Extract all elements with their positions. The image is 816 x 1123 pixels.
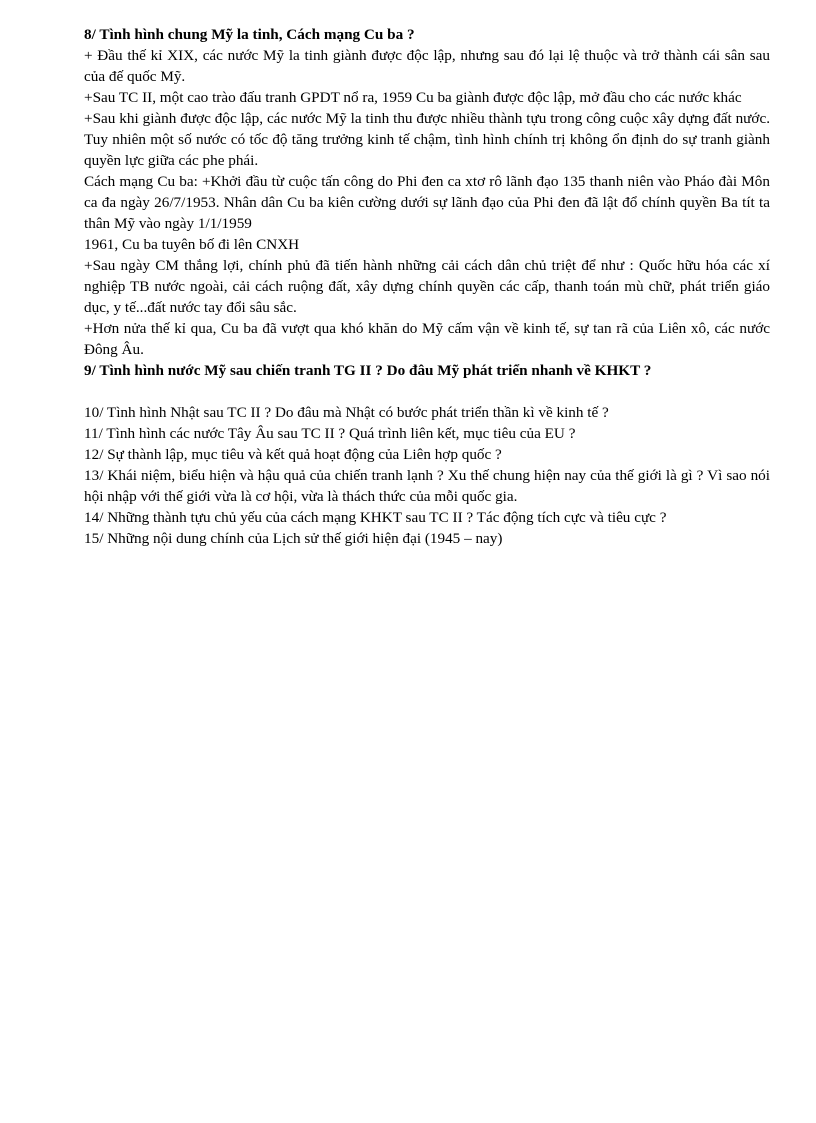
section-9-heading: 9/ Tình hình nước Mỹ sau chiến tranh TG II ? Do đâu Mỹ phát triển nhanh về KHKT ? <box>84 362 652 379</box>
section-8-paragraph: +Sau ngày CM thắng lợi, chính phủ đã tiến hành những cải cách dân chủ triệt để như : Quốc hữu hóa các xí nghiệp TB nước ngoài, cải cách ruộng đất, xây dựng chính quyền các cấp, thanh toán mù chữ, phát triển giáo dục, y tế...đất nước tay đổi sâu sắc. <box>84 257 770 316</box>
document-page <box>84 24 770 549</box>
section-8-heading: 8/ Tình hình chung Mỹ la tinh, Cách mạng Cu ba ? <box>84 26 415 43</box>
section-8-paragraph: +Sau TC II, một cao trào đấu tranh GPDT nổ ra, 1959 Cu ba giành được độc lập, mở đầu cho các nước khác <box>84 89 742 106</box>
section-8-paragraph: +Sau khi giành được độc lập, các nước Mỹ la tinh thu được nhiều thành tựu trong công cuộc xây dựng đất nước. Tuy nhiên một số nước có tốc độ tăng trưởng kinh tế chậm, tình hình chính trị không ổn định do sự tranh giành quyền lực giữa các phe phái. <box>84 110 770 169</box>
question-item: 11/ Tình hình các nước Tây Âu sau TC II ? Quá trình liên kết, mục tiêu của EU ? <box>84 425 576 442</box>
question-item: 12/ Sự thành lập, mục tiêu và kết quả hoạt động của Liên hợp quốc ? <box>84 446 502 463</box>
question-item: 10/ Tình hình Nhật sau TC II ? Do đâu mà Nhật có bước phát triển thần kì về kinh tế ? <box>84 404 609 421</box>
question-item: 14/ Những thành tựu chủ yếu của cách mạng KHKT sau TC II ? Tác động tích cực và tiêu cực ? <box>84 509 667 526</box>
section-8-paragraph: 1961, Cu ba tuyên bố đi lên CNXH <box>84 236 300 253</box>
section-8-paragraph: +Hơn nửa thế kỉ qua, Cu ba đã vượt qua khó khăn do Mỹ cấm vận về kinh tế, sự tan rã của Liên xô, các nước Đông Âu. <box>84 320 770 358</box>
section-8-paragraph: Cách mạng Cu ba: +Khởi đầu từ cuộc tấn công do Phi đen ca xtơ rô lãnh đạo 135 thanh niên vào Pháo đài Môn ca đa ngày 26/7/1953. Nhân dân Cu ba kiên cường dưới sự lãnh đạo của Phi đen đã lật đổ chính quyền Ba tít ta thân Mỹ vào ngày 1/1/1959 <box>84 173 770 232</box>
blank-line <box>84 381 770 402</box>
question-item: 13/ Khái niệm, biểu hiện và hậu quả của chiến tranh lạnh ? Xu thế chung hiện nay của thế giới là gì ? Vì sao nói hội nhập với thế giới vừa là cơ hội, vừa là thách thức của mỗi quốc gia. <box>84 467 770 505</box>
question-item: 15/ Những nội dung chính của Lịch sử thế giới hiện đại (1945 – nay) <box>84 530 503 547</box>
section-8-paragraph: + Đầu thế kỉ XIX, các nước Mỹ la tinh giành được độc lập, nhưng sau đó lại lệ thuộc và trở thành cái sân sau của đế quốc Mỹ. <box>84 47 770 85</box>
